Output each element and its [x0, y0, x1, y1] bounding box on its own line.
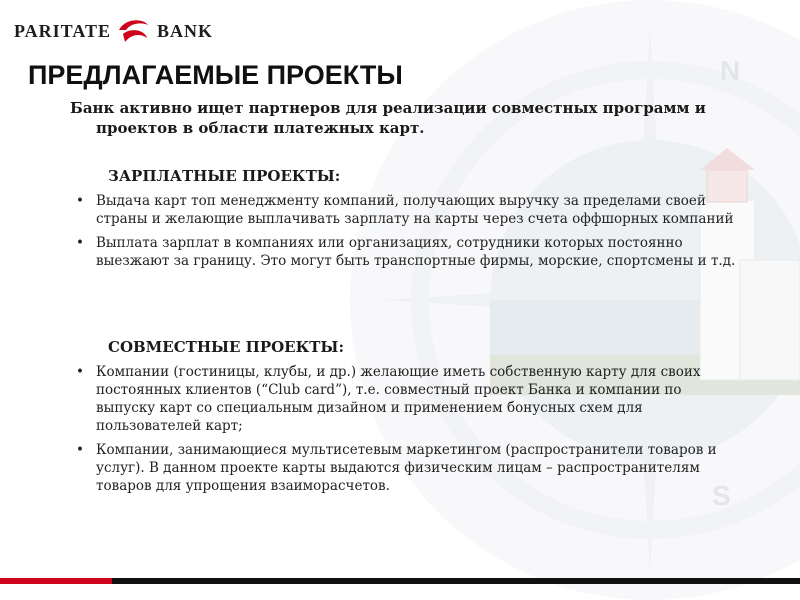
brand-right: BANK — [157, 20, 214, 41]
salary-projects-heading: ЗАРПЛАТНЫЕ ПРОЕКТЫ: — [108, 167, 341, 185]
intro-line-2: проектов в области платежных карт. — [96, 119, 425, 137]
list-item: • Выдача карт топ менеджменту компаний, получающих выручку за пределами своей страны и желающие выплачивать зарплату на карты через счета оффшорных компаний — [74, 192, 738, 228]
intro-text — [70, 98, 710, 138]
compass-south-label: S — [712, 480, 731, 511]
intro-line-1: Банк активно ищет партнеров для реализации совместных программ и — [70, 99, 706, 117]
footer-rule — [0, 578, 800, 584]
list-item: • Компании, занимающиеся мультисетевым маркетингом (распространители товаров и услуг). В данном проекте карты выдаются физическим лицам – распространителям товаров для упрощения взаиморасчетов. — [74, 441, 738, 495]
swirl-logo-icon — [117, 18, 151, 44]
bank-logo — [14, 16, 213, 46]
joint-projects-heading: СОВМЕСТНЫЕ ПРОЕКТЫ: — [108, 338, 344, 356]
compass-north-label: N — [720, 55, 741, 86]
joint-projects-list — [74, 363, 738, 501]
list-item: • Выплата зарплат в компаниях или организациях, сотрудники которых постоянно выезжают за границу. Это могут быть транспортные фирмы, морские, спортсмены и т.д. — [74, 234, 738, 270]
footer-rule-bar — [112, 578, 800, 584]
page-title: ПРЕДЛАГАЕМЫЕ ПРОЕКТЫ — [28, 60, 403, 90]
footer-rule-accent — [0, 578, 112, 584]
list-item: • Компании (гостиницы, клубы, и др.) желающие иметь собственную карту для своих постоянных клиентов (“Club card”), т.е. совместный проект Банка и компании по выпуску карт со специальным дизайном и применением бонусных схем для пользователей карт; — [74, 363, 738, 435]
brand-left: PARITATE — [14, 20, 112, 41]
salary-projects-list — [74, 192, 738, 276]
